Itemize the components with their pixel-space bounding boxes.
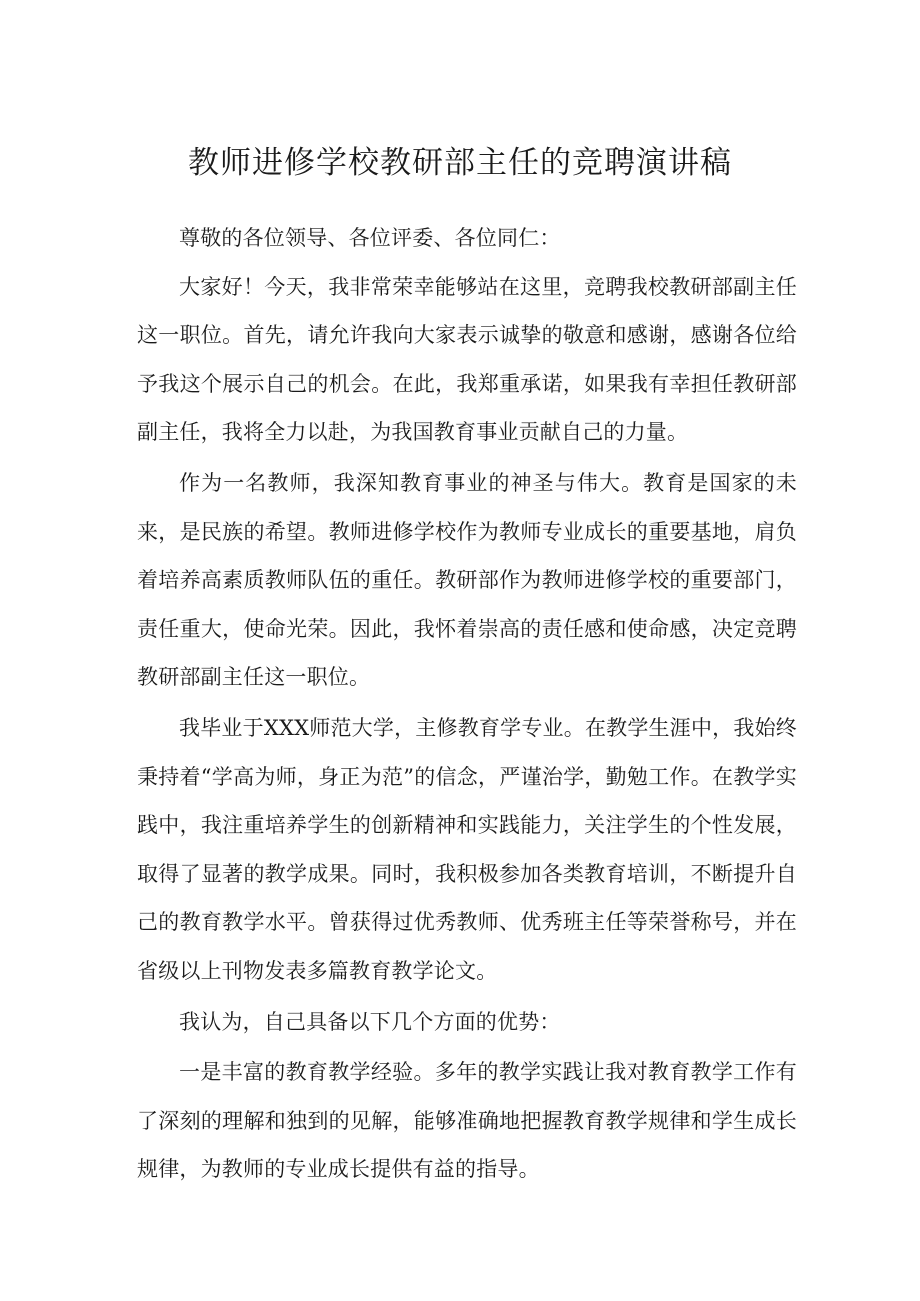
salutation: 尊敬的各位领导、各位评委、各位同仁：: [179, 226, 561, 250]
paragraph-greeting: 大家好！今天，我非常荣幸能够站在这里，竞聘我校教研部副主任这一职位。首先，请允许我向大家表示诚挚的敬意和感谢，感谢各位给予我这个展示自己的机会。在此，我郑重承诺，如果我有幸担任教研部副主任，我将全力以赴，为我国教育事业贡献自己的力量。: [137, 274, 797, 445]
paragraph-motivation: 作为一名教师，我深知教育事业的神圣与伟大。教育是国家的未来，是民族的希望。教师进修学校作为教师专业成长的重要基地，肩负着培养高素质教师队伍的重任。教研部作为教师进修学校的重要部门，责任重大，使命光荣。因此，我怀着崇高的责任感和使命感，决定竞聘教研部副主任这一职位。: [137, 470, 797, 690]
paragraph-background: 我毕业于XXX师范大学，主修教育学专业。在教学生涯中，我始终秉持着“学高为师，身正为范”的信念，严谨治学，勤勉工作。在教学实践中，我注重培养学生的创新精神和实践能力，关注学生的个性发展，取得了显著的教学成果。同时，我积极参加各类教育培训，不断提升自己的教育教学水平。曾获得过优秀教师、优秀班主任等荣誉称号，并在省级以上刊物发表多篇教育教学论文。: [137, 715, 797, 983]
page-title: 教师进修学校教研部主任的竞聘演讲稿: [188, 145, 732, 181]
speech-body: [137, 214, 797, 1196]
paragraph-advantages-intro: 我认为，自己具备以下几个方面的优势：: [179, 1009, 561, 1034]
paragraph-advantage-one: 一是丰富的教育教学经验。多年的教学实践让我对教育教学工作有了深刻的理解和独到的见解，能够准确地把握教育教学规律和学生成长规律，为教师的专业成长提供有益的指导。: [137, 1060, 797, 1182]
